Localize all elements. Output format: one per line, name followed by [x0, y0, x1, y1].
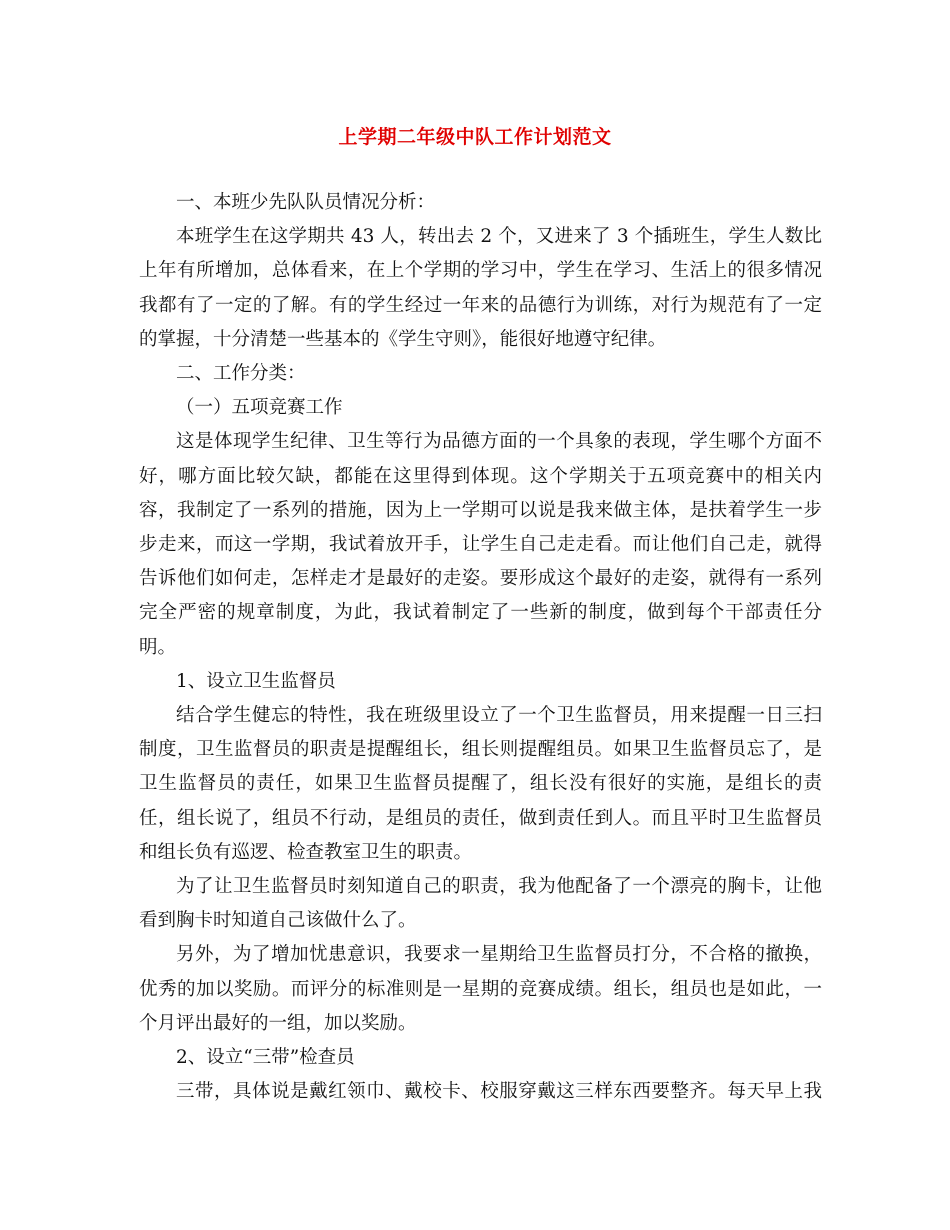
paragraph: 结合学生健忘的特性，我在班级里设立了一个卫生监督员，用来提醒一日三扫制度，卫生监督员的职责是提醒组长，组长则提醒组员。如果卫生监督员忘了，是卫生监督员的责任，如果卫生监督员提醒了，组长没有很好的实施，是组长的责任，组长说了，组员不行动，是组员的责任，做到责任到人。而且平时卫生监督员和组长负有巡逻、检查教室卫生的职责。	[139, 705, 822, 863]
heading-section-2: 二、工作分类：	[176, 363, 306, 385]
heading-section-1: 一、本班少先队队员情况分析：	[176, 192, 436, 213]
document-title: 上学期二年级中队工作计划范文	[338, 126, 612, 148]
subheading-three-items-inspector: 2、设立“三带”检查员	[176, 1047, 355, 1069]
subheading-hygiene-supervisor: 1、设立卫生监督员	[176, 670, 336, 692]
paragraph: 三带，具体说是戴红领巾、戴校卡、校服穿戴这三样东西要整齐。每天早上我	[176, 1081, 822, 1103]
paragraph: 本班学生在这学期共 43 人，转出去 2 个，又进来了 3 个插班生，学生人数比上年有所增加，总体看来，在上个学期的学习中，学生在学习、生活上的很多情况我都有了一定的了解。有的学生经过一年来的品德行为训练，对行为规范有了一定的掌握，十分清楚一些基本的《学生守则》，能很好地遵守纪律。	[139, 226, 822, 350]
paragraph: 另外，为了增加忧患意识，我要求一星期给卫生监督员打分，不合格的撤换，优秀的加以奖励。而评分的标准则是一星期的竞赛成绩。组长，组员也是如此，一个月评出最好的一组，加以奖励。	[139, 944, 822, 1034]
subheading-competition: （一）五项竞赛工作	[176, 397, 343, 419]
paragraph: 这是体现学生纪律、卫生等行为品德方面的一个具象的表现，学生哪个方面不好，哪方面比较欠缺，都能在这里得到体现。这个学期关于五项竞赛中的相关内容，我制定了一系列的措施，因为上一学期可以说是我来做主体，是扶着学生一步步走来，而这一学期，我试着放开手，让学生自己走走看。而让他们自己走，就得告诉他们如何走，怎样走才是最好的走姿。要形成这个最好的走姿，就得有一系列完全严密的规章制度，为此，我试着制定了一些新的制度，做到每个干部责任分明。	[139, 431, 822, 658]
paragraph: 为了让卫生监督员时刻知道自己的职责，我为他配备了一个漂亮的胸卡，让他看到胸卡时知道自己该做什么了。	[139, 876, 822, 932]
document-body	[139, 186, 822, 1109]
